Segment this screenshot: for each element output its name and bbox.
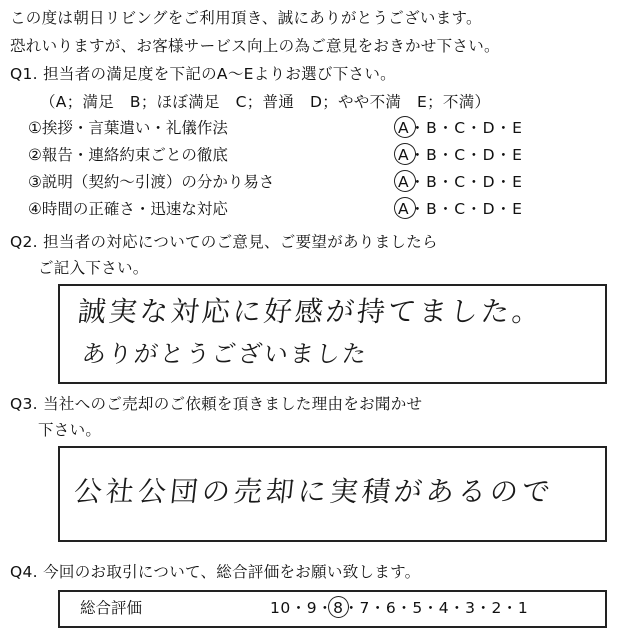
rating-3[interactable]: 3 xyxy=(465,599,476,617)
option-e[interactable]: E xyxy=(512,173,523,191)
q3-title: Q3. 当社へのご売却のご依頼を頂きました理由をお聞かせ xyxy=(10,395,423,413)
q1-item-label: ①挨拶・言葉遣い・礼儀作法 xyxy=(28,119,228,137)
option-b[interactable]: B xyxy=(426,119,438,137)
separator: ・ xyxy=(449,599,466,617)
option-c[interactable]: C xyxy=(454,119,467,137)
option-d[interactable]: D xyxy=(482,173,496,191)
q2-answer-box[interactable] xyxy=(58,284,607,384)
option-a-selected[interactable]: A xyxy=(398,173,410,191)
separator: ・ xyxy=(396,599,413,617)
q1-item-options[interactable] xyxy=(398,118,523,138)
separator: ・ xyxy=(495,146,513,164)
option-d[interactable]: D xyxy=(482,146,496,164)
q1-item-options[interactable] xyxy=(398,172,523,192)
q1-legend: （A；満足 B；ほぼ満足 C；普通 D；やや不満 E；不満） xyxy=(40,93,491,111)
separator: ・ xyxy=(466,119,483,137)
q2-answer-line-1: 誠実な対応に好感が持てました。 xyxy=(76,295,545,328)
q1-item-options[interactable] xyxy=(398,145,523,165)
separator: ・ xyxy=(409,119,427,137)
rating-10[interactable]: 10 xyxy=(270,599,291,617)
option-c[interactable]: C xyxy=(454,146,467,164)
q1-item-label: ④時間の正確さ・迅速な対応 xyxy=(28,200,228,218)
q1-item-label: ③説明（契約～引渡）の分かり易さ xyxy=(28,173,275,191)
separator: ・ xyxy=(437,173,455,191)
separator: ・ xyxy=(466,173,483,191)
separator: ・ xyxy=(466,200,483,218)
rating-8-selected[interactable]: 8 xyxy=(333,599,344,617)
option-b[interactable]: B xyxy=(426,146,438,164)
q1-title: Q1. 担当者の満足度を下記のA～Eよりお選び下さい。 xyxy=(10,65,396,83)
rating-5[interactable]: 5 xyxy=(412,599,423,617)
separator: ・ xyxy=(495,200,513,218)
separator: ・ xyxy=(290,599,307,617)
separator: ・ xyxy=(317,599,334,617)
rating-6[interactable]: 6 xyxy=(385,599,397,617)
separator: ・ xyxy=(501,599,518,617)
separator: ・ xyxy=(422,599,439,617)
separator: ・ xyxy=(495,119,513,137)
separator: ・ xyxy=(409,173,427,191)
intro-line-2: 恐れいりますが、お客様サービス向上の為ご意見をおきかせ下さい。 xyxy=(10,37,500,55)
separator: ・ xyxy=(475,599,492,617)
option-d[interactable]: D xyxy=(482,119,496,137)
q1-item-label: ②報告・連絡約束ごとの徹底 xyxy=(28,146,228,164)
separator: ・ xyxy=(369,599,386,617)
option-c[interactable]: C xyxy=(454,173,467,191)
option-e[interactable]: E xyxy=(512,119,523,137)
rating-9[interactable]: 9 xyxy=(306,599,318,617)
separator: ・ xyxy=(437,200,455,218)
rating-1[interactable]: 1 xyxy=(517,599,529,617)
intro-line-1: この度は朝日リビングをご利用頂き、誠にありがとうございます。 xyxy=(10,9,482,27)
q2-title-continued: ご記入下さい。 xyxy=(38,259,149,277)
q3-answer-text: 公社公団の売却に実積があるので xyxy=(72,475,556,508)
option-c[interactable]: C xyxy=(454,200,467,218)
rating-7[interactable]: 7 xyxy=(359,599,370,617)
separator: ・ xyxy=(495,173,513,191)
q3-title-continued: 下さい。 xyxy=(38,421,102,439)
q2-title: Q2. 担当者の対応についてのご意見、ご要望がありましたら xyxy=(10,233,438,251)
option-e[interactable]: E xyxy=(512,146,523,164)
rating-2[interactable]: 2 xyxy=(491,599,502,617)
q4-rating-label: 総合評価 xyxy=(80,599,143,617)
option-d[interactable]: D xyxy=(482,200,496,218)
option-b[interactable]: B xyxy=(426,200,438,218)
q2-answer-line-2: ありがとうございました xyxy=(80,340,370,368)
q4-rating-box xyxy=(58,590,607,628)
option-a-selected[interactable]: A xyxy=(398,146,410,164)
separator: ・ xyxy=(466,146,483,164)
q4-title: Q4. 今回のお取引について、総合評価をお願い致します。 xyxy=(10,563,421,581)
separator: ・ xyxy=(343,599,360,617)
option-a-selected[interactable]: A xyxy=(398,200,410,218)
separator: ・ xyxy=(437,119,455,137)
option-e[interactable]: E xyxy=(512,200,523,218)
q4-rating-scale[interactable] xyxy=(270,598,528,618)
option-b[interactable]: B xyxy=(426,173,438,191)
q1-item-options[interactable] xyxy=(398,199,523,219)
option-a-selected[interactable]: A xyxy=(398,119,410,137)
separator: ・ xyxy=(409,200,427,218)
rating-4[interactable]: 4 xyxy=(438,599,450,617)
separator: ・ xyxy=(409,146,427,164)
separator: ・ xyxy=(437,146,455,164)
q3-answer-box[interactable] xyxy=(58,446,607,542)
